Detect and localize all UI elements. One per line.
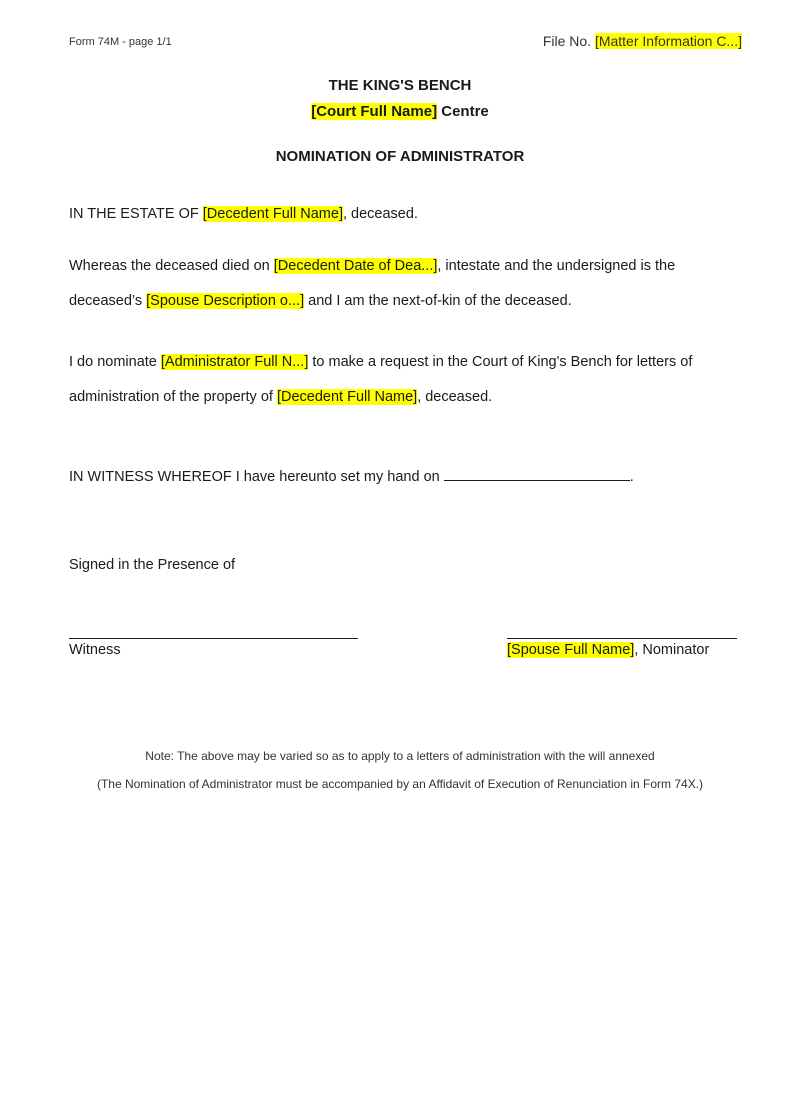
file-number-label: File No.	[542, 33, 592, 49]
centre-suffix: Centre	[437, 103, 489, 120]
court-full-name-field[interactable]: [Court Full Name]	[311, 103, 438, 120]
whereas-line2-prefix: deceased’s	[69, 293, 147, 309]
witness-clause-text: IN WITNESS WHEREOF I have hereunto set my hand on	[69, 469, 444, 485]
whereas-prefix: Whereas the deceased died on	[69, 258, 274, 274]
whereas-line-1	[69, 257, 675, 275]
file-number	[543, 33, 742, 49]
signing-date-blank[interactable]	[444, 468, 630, 481]
note-varied: Note: The above may be varied so as to apply to a letters of administration with the will annexed	[145, 749, 655, 763]
estate-paragraph	[69, 205, 418, 223]
administrator-name-field[interactable]: [Administrator Full N...]	[160, 354, 309, 370]
witness-label: Witness	[69, 642, 121, 658]
nominate-line1-suffix: to make a request in the Court of King's Bench for letters of	[308, 354, 693, 370]
signed-presence-text: Signed in the Presence of	[69, 557, 236, 573]
whereas-line1-suffix: , intestate and the undersigned is the	[437, 258, 676, 274]
whereas-line2-suffix: and I am the next-of-kin of the deceased.	[304, 293, 572, 309]
witness-clause-end: .	[629, 469, 634, 485]
whereas-line-2	[69, 292, 572, 310]
estate-suffix: , deceased.	[342, 206, 418, 222]
nominator-suffix: , Nominator	[634, 642, 710, 658]
nominate-line2-prefix: administration of the property of	[69, 389, 277, 405]
nominate-line-2	[69, 388, 492, 406]
spouse-description-field[interactable]: [Spouse Description o...]	[146, 293, 305, 309]
nominator-signature-line[interactable]	[507, 638, 737, 639]
nominate-prefix: I do nominate	[69, 354, 161, 370]
nominator-label	[507, 642, 709, 658]
witness-signature-line[interactable]	[69, 638, 358, 639]
nominate-line-1	[69, 353, 692, 371]
nominate-line2-suffix: , deceased.	[417, 389, 493, 405]
document-title: NOMINATION OF ADMINISTRATOR	[275, 148, 525, 165]
decedent-name-field-2[interactable]: [Decedent Full Name]	[276, 389, 418, 405]
date-of-death-field[interactable]: [Decedent Date of Dea...]	[273, 258, 438, 274]
form-reference: Form 74M - page 1/1	[69, 36, 172, 48]
decedent-name-field[interactable]: [Decedent Full Name]	[202, 206, 343, 222]
note-affidavit: (The Nomination of Administrator must be accompanied by an Affidavit of Execution of Renunciation in Form 74X.)	[96, 777, 704, 791]
court-centre	[0, 103, 800, 120]
spouse-full-name-field[interactable]: [Spouse Full Name]	[507, 642, 635, 658]
estate-prefix: IN THE ESTATE OF	[69, 206, 203, 222]
matter-info-field[interactable]: [Matter Information C...]	[594, 33, 742, 49]
court-name: THE KING'S BENCH	[328, 77, 472, 94]
witness-clause	[69, 468, 634, 486]
